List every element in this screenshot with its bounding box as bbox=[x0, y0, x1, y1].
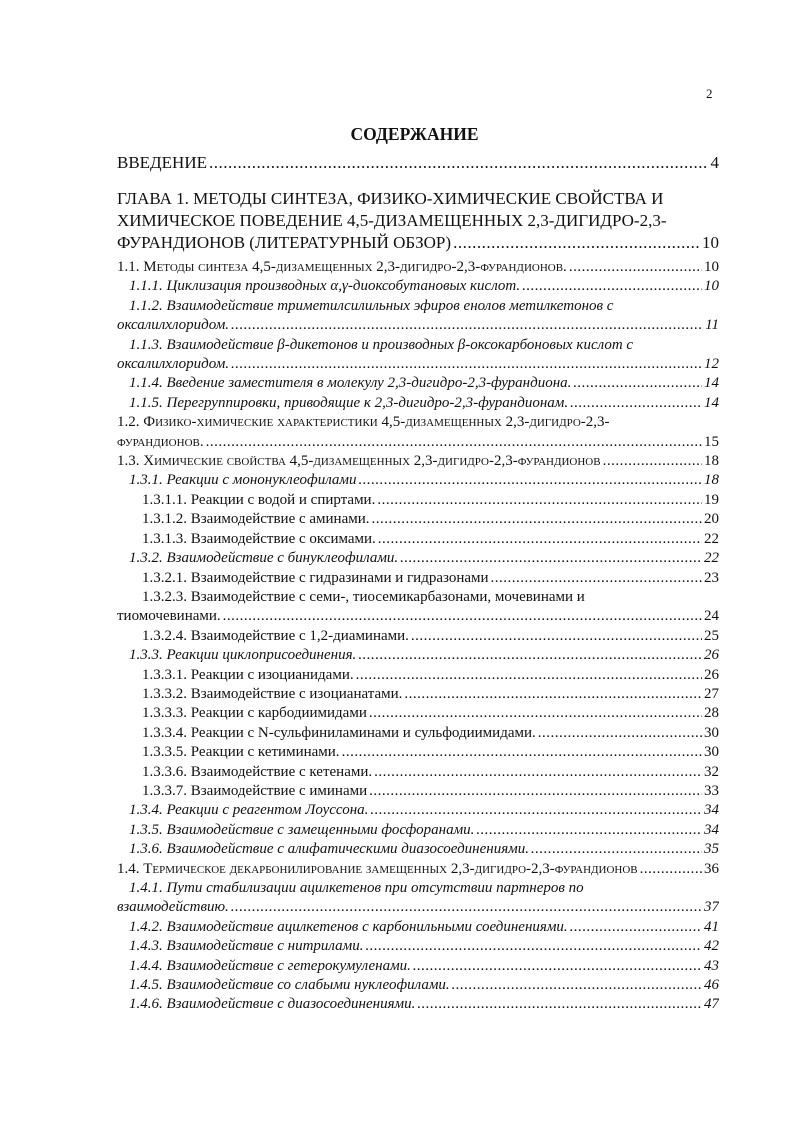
toc-entry[interactable] bbox=[117, 510, 719, 529]
toc-entry[interactable] bbox=[117, 569, 719, 588]
toc-entry-page: 37 bbox=[702, 898, 719, 917]
toc-entry-page: 34 bbox=[702, 801, 719, 820]
toc-entry-page: 23 bbox=[702, 569, 719, 588]
toc-entry-title: 1.3.3.4. Реакции с N-сульфиниламинами и сульфодиимидами. ..... bbox=[142, 725, 536, 741]
toc-entry-title: 1.3.3.5. Реакции с кетиминами. ..... bbox=[142, 744, 340, 760]
toc-entry[interactable] bbox=[117, 627, 719, 646]
toc-entry-page: 24 bbox=[702, 607, 719, 626]
toc-entry-page: 22 bbox=[702, 530, 719, 549]
toc-entry-title: 1.1.4. Введение заместителя в молекулу 2,3-дигидро-2,3-фурандиона. ..... bbox=[129, 375, 571, 391]
toc-entry-page: 28 bbox=[702, 704, 719, 723]
toc-entry-title: 1.4. Термическое декарбонилирование замещенных 2,3-дигидро-2,3-фурандионов ..... bbox=[117, 861, 638, 877]
toc-entry-page: 32 bbox=[702, 763, 719, 782]
toc-entry-title: 1.3.5. Взаимодействие с замещенными фосфоранами. ..... bbox=[129, 822, 474, 838]
toc-entry[interactable] bbox=[117, 976, 719, 995]
toc-entry-page: 36 bbox=[702, 860, 719, 879]
toc-entry-page: 10 bbox=[702, 258, 719, 277]
toc-entry[interactable] bbox=[117, 530, 719, 549]
toc-entry-page: 22 bbox=[702, 549, 719, 568]
toc-entry-title: 1.1.3. Взаимодействие β-дикетонов и производных β-оксокарбоновых кислот с оксалилхлоридом. ..... bbox=[117, 337, 633, 372]
toc-entry[interactable] bbox=[117, 879, 719, 918]
table-of-contents bbox=[117, 152, 719, 1015]
toc-entry[interactable] bbox=[117, 666, 719, 685]
toc-entry[interactable] bbox=[117, 452, 719, 471]
toc-entry-title: 1.4.1. Пути стабилизации ацилкетенов при отсутствии партнеров по взаимодействию. ..... bbox=[117, 880, 584, 915]
toc-entry[interactable] bbox=[117, 685, 719, 704]
toc-entry[interactable] bbox=[117, 724, 719, 743]
toc-entry-page: 34 bbox=[702, 821, 719, 840]
toc-entry-title: 1.3.3.3. Реакции с карбодиимидами ..... bbox=[142, 705, 367, 721]
toc-entry-page: 47 bbox=[702, 995, 719, 1014]
toc-entry[interactable] bbox=[117, 801, 719, 820]
toc-entry-title: 1.3.2.1. Взаимодействие с гидразинами и гидразонами ..... bbox=[142, 570, 489, 586]
toc-entry[interactable] bbox=[117, 840, 719, 859]
toc-entry-title: 1.1.5. Перегруппировки, приводящие к 2,3-дигидро-2,3-фурандионам. ..... bbox=[129, 395, 568, 411]
toc-entry-page: 18 bbox=[702, 471, 719, 490]
toc-entry-title: 1.3.3.1. Реакции с изоцианидами. ..... bbox=[142, 667, 354, 683]
toc-entry-page: 14 bbox=[702, 374, 719, 393]
toc-entry-title: 1.3.3. Реакции циклоприсоединения. ..... bbox=[129, 647, 356, 663]
toc-entry-title: 1.3.1. Реакции с мононуклеофилами ..... bbox=[129, 472, 357, 488]
toc-entry[interactable] bbox=[117, 588, 719, 627]
toc-entry[interactable] bbox=[117, 491, 719, 510]
toc-entry-page: 11 bbox=[703, 316, 719, 335]
toc-entry[interactable] bbox=[117, 188, 719, 254]
toc-entry-title: 1.3.1.1. Реакции с водой и спиртами. ..... bbox=[142, 492, 375, 508]
toc-entry-page: 25 bbox=[702, 627, 719, 646]
toc-entry[interactable] bbox=[117, 258, 719, 277]
toc-entry-title: ВВЕДЕНИЕ ..... bbox=[117, 153, 207, 172]
toc-entry[interactable] bbox=[117, 549, 719, 568]
toc-entry-page: 46 bbox=[702, 976, 719, 995]
toc-entry-title: 1.4.3. Взаимодействие с нитрилами. ..... bbox=[129, 938, 363, 954]
toc-entry-page: 30 bbox=[702, 743, 719, 762]
toc-entry[interactable] bbox=[117, 860, 719, 879]
toc-entry[interactable] bbox=[117, 277, 719, 296]
toc-entry-title: 1.2. Физико-химические характеристики 4,5-дизамещенных 2,3-дигидро-2,3-фурандионов. ..... bbox=[117, 414, 610, 449]
toc-entry[interactable] bbox=[117, 937, 719, 956]
toc-entry-page: 26 bbox=[702, 646, 719, 665]
toc-entry-page: 42 bbox=[702, 937, 719, 956]
toc-entry[interactable] bbox=[117, 471, 719, 490]
toc-entry[interactable] bbox=[117, 297, 719, 336]
toc-entry-title: 1.4.5. Взаимодействие со слабыми нуклеофилами. ..... bbox=[129, 977, 450, 993]
toc-entry-title: 1.3.2.3. Взаимодействие с семи-, тиосемикарбазонами, мочевинами и тиомочевинами. ..... bbox=[117, 589, 585, 624]
toc-entry-title: 1.3.1.2. Взаимодействие с аминами. ..... bbox=[142, 511, 370, 527]
toc-entry-title: 1.3.6. Взаимодействие с алифатическими диазосоединениями. ..... bbox=[129, 841, 529, 857]
toc-entry-page: 26 bbox=[702, 666, 719, 685]
toc-entry-title: ГЛАВА 1. МЕТОДЫ СИНТЕЗА, ФИЗИКО-ХИМИЧЕСКИЕ СВОЙСТВА И ХИМИЧЕСКОЕ ПОВЕДЕНИЕ 4,5-ДИЗАМЕЩЕННЫХ 2,3-ДИГИДРО-2,3-ФУРАНДИОНОВ (ЛИТЕРАТУРНЫЙ ОБЗОР) ..... bbox=[117, 189, 667, 252]
toc-entry-page: 4 bbox=[710, 153, 719, 172]
toc-entry-title: 1.4.2. Взаимодействие ацилкетенов с карбонильными соединениями. ..... bbox=[129, 919, 568, 935]
page-title: СОДЕРЖАНИЕ bbox=[350, 124, 479, 144]
toc-entry-page: 10 bbox=[702, 277, 719, 296]
toc-entry-title: 1.1.1. Циклизация производных α,γ-диоксобутановых кислот. ..... bbox=[129, 278, 520, 294]
toc-entry[interactable] bbox=[117, 821, 719, 840]
toc-entry-page: 19 bbox=[702, 491, 719, 510]
toc-entry-title: 1.1. Методы синтеза 4,5-дизамещенных 2,3-дигидро-2,3-фурандионов. ..... bbox=[117, 259, 567, 275]
toc-entry[interactable] bbox=[117, 957, 719, 976]
toc-entry-title: 1.1.2. Взаимодействие триметилсилильных эфиров енолов метилкетонов с оксалилхлоридом. ..... bbox=[117, 298, 613, 333]
toc-entry-title: 1.3.3.6. Взаимодействие с кетенами. ..... bbox=[142, 764, 372, 780]
toc-entry[interactable] bbox=[117, 763, 719, 782]
toc-entry-page: 10 bbox=[702, 233, 719, 252]
toc-entry-page: 27 bbox=[702, 685, 719, 704]
toc-entry-title: 1.3.3.2. Взаимодействие с изоцианатами. ..... bbox=[142, 686, 402, 702]
toc-entry-title: 1.3.3.7. Взаимодействие с иминами ..... bbox=[142, 783, 367, 799]
toc-entry-title: 1.3.4. Реакции с реагентом Лоуссона. ..... bbox=[129, 802, 368, 818]
toc-entry[interactable] bbox=[117, 918, 719, 937]
toc-entry-page: 15 bbox=[702, 433, 719, 452]
toc-entry[interactable] bbox=[117, 413, 719, 452]
page-number: 2 bbox=[706, 86, 713, 101]
toc-entry-title: 1.3.2.4. Взаимодействие с 1,2-диаминами. ..... bbox=[142, 628, 409, 644]
toc-entry[interactable] bbox=[117, 704, 719, 723]
toc-entry-page: 33 bbox=[702, 782, 719, 801]
toc-entry[interactable] bbox=[117, 782, 719, 801]
toc-entry-title: 1.3.1.3. Взаимодействие с оксимами. ..... bbox=[142, 531, 376, 547]
toc-entry[interactable] bbox=[117, 152, 719, 174]
toc-entry-title: 1.4.6. Взаимодействие с диазосоединениями. ..... bbox=[129, 996, 415, 1012]
toc-entry-page: 43 bbox=[702, 957, 719, 976]
toc-entry-page: 41 bbox=[702, 918, 719, 937]
toc-entry-title: 1.4.4. Взаимодействие с гетерокумуленами. ..... bbox=[129, 958, 411, 974]
toc-entry-page: 35 bbox=[702, 840, 719, 859]
toc-entry-page: 14 bbox=[702, 394, 719, 413]
toc-entry-page: 18 bbox=[702, 452, 719, 471]
toc-entry[interactable] bbox=[117, 995, 719, 1014]
toc-entry-title: 1.3. Химические свойства 4,5-дизамещенных 2,3-дигидро-2,3-фурандионов ..... bbox=[117, 453, 601, 469]
toc-entry-page: 12 bbox=[702, 355, 719, 374]
toc-entry[interactable] bbox=[117, 743, 719, 762]
toc-entry[interactable] bbox=[117, 646, 719, 665]
toc-entry[interactable] bbox=[117, 374, 719, 393]
toc-entry-page: 20 bbox=[702, 510, 719, 529]
toc-entry-title: 1.3.2. Взаимодействие с бинуклеофилами. ..... bbox=[129, 550, 398, 566]
toc-entry[interactable] bbox=[117, 336, 719, 375]
toc-entry[interactable] bbox=[117, 394, 719, 413]
toc-entry-page: 30 bbox=[702, 724, 719, 743]
